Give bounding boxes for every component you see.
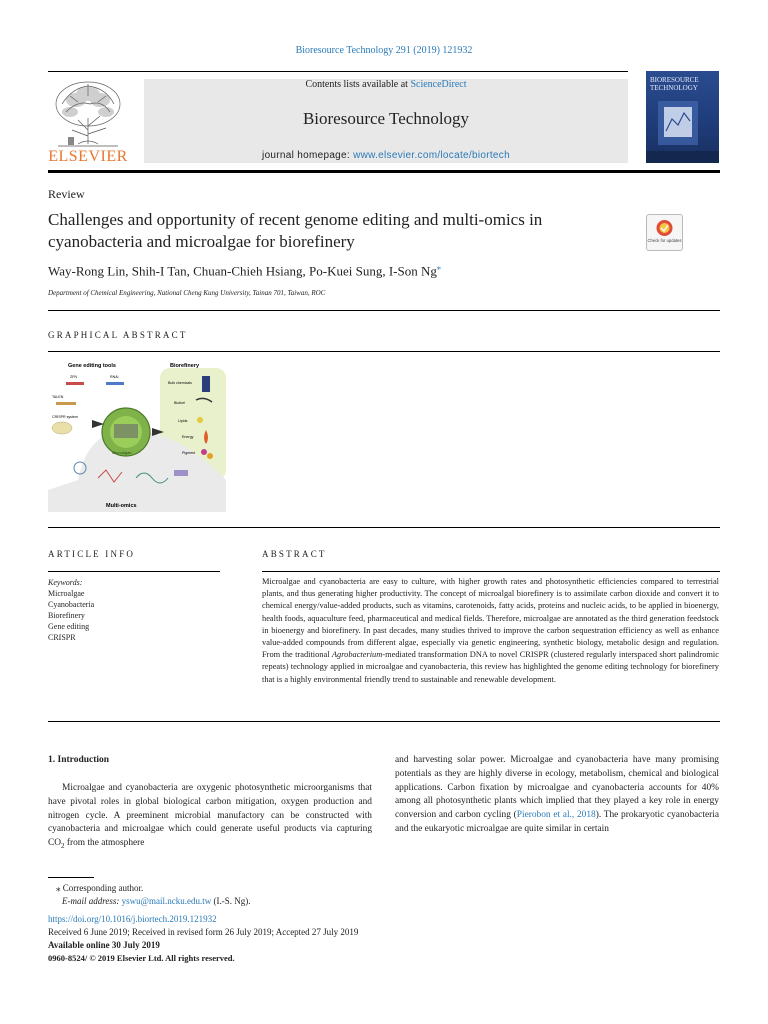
- citation-link[interactable]: Pierobon et al., 2018: [516, 810, 596, 821]
- journal-title: Bioresource Technology: [302, 109, 470, 128]
- label-energy: Energy: [182, 435, 194, 439]
- affiliation: Department of Chemical Engineering, National Cheng Kung University, Tainan 701, Taiwan, ROC: [48, 289, 326, 297]
- received-dates: Received 6 June 2019; Received in revised form 26 July 2019; Accepted 27 July 2019: [48, 927, 359, 937]
- abstract-rule: [262, 571, 720, 572]
- email-link[interactable]: yswu@mail.ncku.edu.tw: [121, 895, 212, 906]
- email-note: [48, 895, 250, 908]
- article-info-heading: ARTICLE INFO: [48, 549, 136, 559]
- keyword-item: Gene editing: [48, 622, 90, 631]
- introduction-heading: 1. Introduction: [48, 755, 110, 765]
- homepage-line: [144, 150, 628, 161]
- email-suffix: (I.-S. Ng).: [211, 895, 251, 906]
- keywords-block: [48, 577, 94, 643]
- contents-prefix: Contents lists available at: [305, 79, 411, 90]
- introduction-left-column: [48, 782, 372, 854]
- keyword-item: Biorefinery: [48, 611, 85, 620]
- keyword-item: Microalgae: [48, 589, 85, 598]
- graphical-abstract-heading: GRAPHICAL ABSTRACT: [48, 330, 188, 340]
- label-bulk-chemicals: Bulk chemicals: [168, 381, 192, 385]
- keywords-label: Keywords:: [48, 578, 83, 587]
- publisher-name: ELSEVIER: [48, 148, 128, 165]
- footnotes: [48, 882, 250, 907]
- label-lipids: Lipids: [178, 419, 188, 423]
- available-online: Available online 30 July 2019: [48, 940, 160, 950]
- introduction-right-column: [395, 754, 719, 837]
- author-names: Way-Rong Lin, Shih-I Tan, Chuan-Chieh Hsiang, Po-Kuei Sung, I-Son Ng: [48, 263, 437, 279]
- label-talen: TALEN: [52, 395, 64, 399]
- graphical-abstract-rule: [48, 351, 720, 352]
- masthead-top-rule: [48, 71, 628, 72]
- check-updates-label: Check for updates: [647, 238, 682, 243]
- abstract-text-part1: Microalgae and cyanobacteria are easy to culture, with higher growth rates and photosynthetic efficiencies compared to terrestrial plants, and thus generating higher productivity. The concept of microalgal biorefinery is to assimilate carbon dioxide and convert it to chemical energy/value-added products, such as vitamins, carotenoids, fatty acids, proteins and nucleic acids, to be applied in bioenergy, health foods, aquaculture feed, pharmaceutical and medical fields. Therefore, microalgae are annotated as the third generation feedstock in bioenergy and biorefinery. In past decades, many studies thrived to improve the carbon sequestration efficiency as well as enhance value-added compounds from different algae, especially via genetic engineering, synthetic biology, metabolic design and regulation. From the traditional: [262, 577, 719, 660]
- abstract-text-italic: Agrobacterium: [331, 650, 383, 660]
- sciencedirect-link[interactable]: ScienceDirect: [410, 79, 467, 90]
- abstract-text: [262, 576, 719, 686]
- contents-line: [144, 79, 628, 90]
- journal-homepage-link[interactable]: www.elsevier.com/locate/biortech: [353, 150, 510, 161]
- intro-right-part1: and harvesting solar power. Microalgae and cyanobacteria have many promising potentials as they are highly diverse in ecology, metabolism, chemical and biological applications. Carbon fixation by microalgae and cyanobacteria accounts for 40% among all photosynthetic plants which implied that they played a key role in energy conversion and carbon cycling (: [395, 755, 719, 821]
- label-rnai: RNAi: [110, 375, 119, 379]
- label-pigment: Pigment: [182, 451, 196, 455]
- graphical-abstract-bottom-rule: [48, 527, 720, 528]
- graphical-abstract-figure: [48, 360, 226, 512]
- abstract-bottom-rule: [48, 721, 720, 722]
- article-title: Challenges and opportunity of recent genome editing and multi-omics in cyanobacteria and microalgae for biorefinery: [48, 210, 543, 251]
- homepage-prefix: journal homepage:: [262, 150, 354, 161]
- corresponding-author-note: ⁎ Corresponding author.: [56, 883, 144, 893]
- intro-right-part2: ). The prokaryotic cyanobacteria and the eukaryotic microalgae are quite similar in certain: [395, 810, 719, 834]
- cover-title: BIORESOURCE TECHNOLOGY: [650, 76, 699, 92]
- keyword-item: CRISPR: [48, 633, 76, 642]
- label-microalgae: Microalgae: [112, 450, 132, 455]
- footnote-rule: [48, 877, 94, 878]
- header-divider: [48, 310, 720, 311]
- article-info-rule: [48, 571, 220, 572]
- journal-reference-link[interactable]: Bioresource Technology 291 (2019) 121932: [295, 45, 473, 56]
- doi-link[interactable]: https://doi.org/10.1016/j.biortech.2019.121932: [48, 914, 217, 924]
- abstract-text-part2: -mediated transformation DNA to novel CRISPR (clustered regularly interspaced short palindromic repeats) technology applied in microalgae and cyanobacteria, this review has highlighted the genome editing technology for biorefinery that is a highly environmental friendly trend to sustainable and renewable development.: [262, 650, 719, 684]
- label-zfn: ZFN: [70, 375, 77, 379]
- abstract-heading: ABSTRACT: [262, 549, 327, 559]
- label-multi-omics: Multi-omics: [106, 503, 137, 509]
- label-gene-editing-tools: Gene editing tools: [68, 363, 116, 369]
- check-updates-icon: [647, 215, 682, 250]
- label-biofuel: Biofuel: [174, 401, 185, 405]
- masthead-bottom-rule: [48, 170, 720, 173]
- author-list: [48, 263, 441, 279]
- label-biorefinery: Biorefinery: [170, 363, 200, 369]
- check-for-updates-badge[interactable]: [646, 214, 683, 251]
- intro-left-part1: Microalgae and cyanobacteria are oxygenic photosynthetic microorganisms that have pivotal roles in global biological carbon mitigation, oxygen production and nitrogen cycle. A preeminent microbial manufactory can be constructed with cyanobacteria and microalgae which could generate useful products via capturing CO: [48, 783, 372, 849]
- label-crispr-system: CRISPR system: [52, 415, 78, 419]
- intro-left-part2: from the atmosphere: [64, 838, 145, 849]
- copyright-line: 0960-8524/ © 2019 Elsevier Ltd. All rights reserved.: [48, 953, 235, 963]
- corresponding-author-mark[interactable]: ⁎: [436, 263, 441, 272]
- intro-left-subscript: 2: [61, 842, 65, 851]
- article-type: Review: [48, 187, 85, 201]
- email-label: E-mail address:: [62, 895, 120, 906]
- keyword-item: Cyanobacteria: [48, 600, 95, 609]
